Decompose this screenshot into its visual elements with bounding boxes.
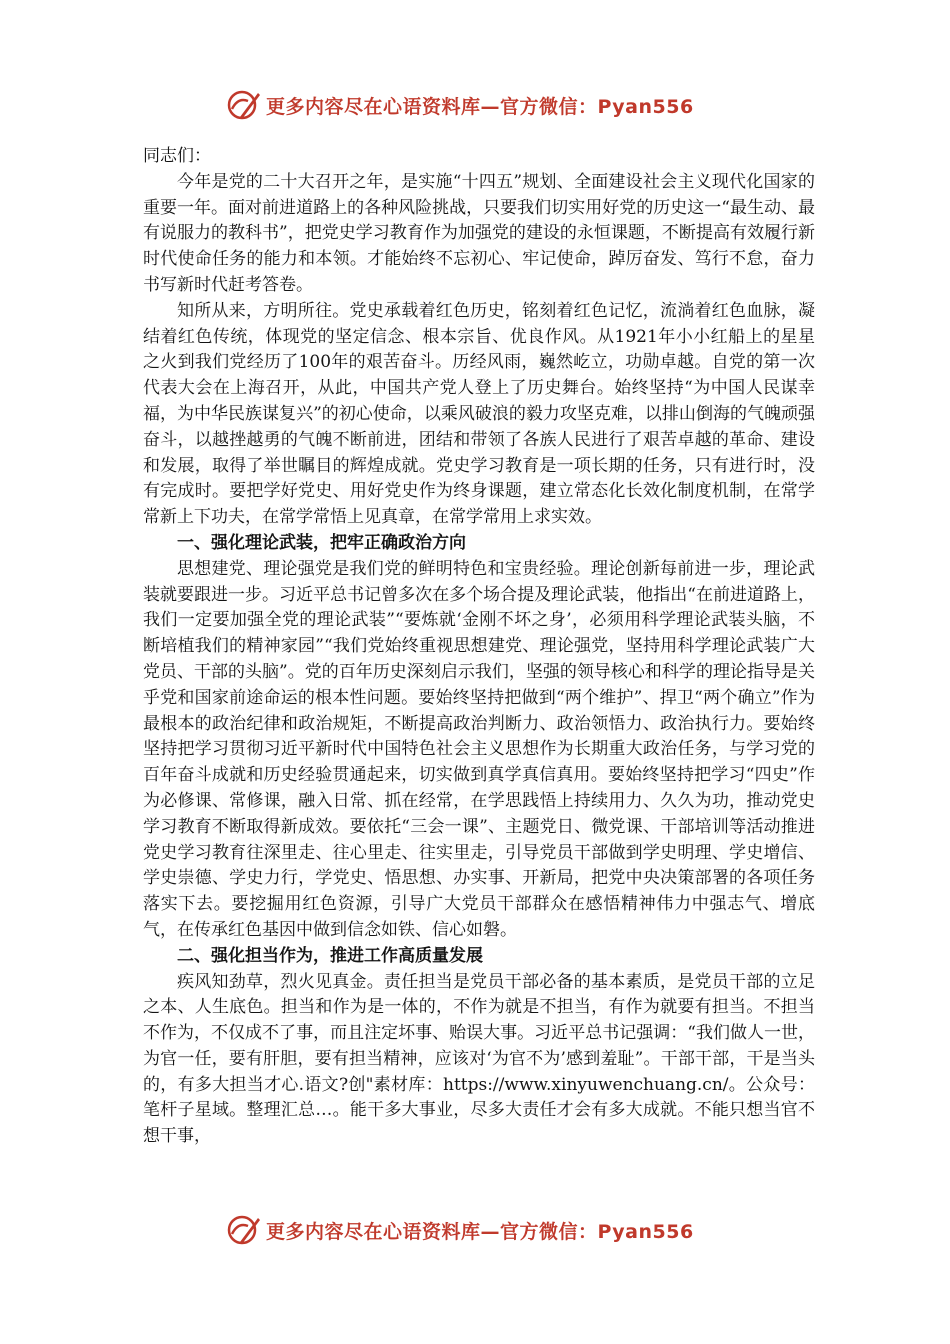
footer-banner [226, 1210, 694, 1250]
paragraph: 思想建党、理论强党是我们党的鲜明特色和宝贵经验。理论创新每前进一步，理论武装就要跟进一步。习近平总书记曾多次在多个场合提及理论武装，他指出“在前进道路上，我们一定要加强全党的理论武装”“要炼就‘金刚不坏之身’，必须用科学理论武装头脑，不断培植我们的精神家园”“我们党始终重视思想建党、理论强党，坚持用科学理论武装广大党员、干部的头脑”。党的百年历史深刻启示我们，坚强的领导核心和科学的理论指导是关乎党和国家前途命运的根本性问题。要始终坚持把做到“两个维护”、捍卫“两个确立”作为最根本的政治纪律和政治规矩，不断提高政治判断力、政治领悟力、政治执行力。要始终坚持把学习贯彻习近平新时代中国特色社会主义思想作为长期重大政治任务，与学习党的百年奋斗成就和历史经验贯通起来，切实做到真学真信真用。要始终坚持把学习“四史”作为必修课、常修课，融入日常、抓在经常，在学思践悟上持续用力、久久为功，推动党史学习教育不断取得新成效。要依托“三会一课”、主题党日、微党课、干部培训等活动推进党史学习教育往深里走、往心里走、往实里走，引导党员干部做到学史明理、学史增信、学史崇德、学史力行，学党史、悟思想、办实事、开新局，把党中央决策部署的各项任务落实下去。要挖掘用红色资源，引导广大党员干部群众在感悟精神伟力中强志气、增底气，在传承红色基因中做到信念如铁、信心如磐。 [143, 558, 815, 940]
paragraph: 疾风知劲草，烈火见真金。责任担当是党员干部必备的基本素质，是党员干部的立足之本、人生底色。担当和作为是一体的，不作为就是不担当，有作为就要有担当。不担当不作为，不仅成不了事，而且注定坏事、贻误大事。习近平总书记强调：“我们做人一世，为官一任，要有肝胆，要有担当精神，应该对‘为官不为’感到羞耻”。干部干部，干是当头的，有多大担当才心.语文?创"素材库：https://www.xinyuwenchuang.cn/。公众号：笔杆子星域。整理汇总…。能干多大事业，尽多大责任才会有多大成就。不能只想当官不想干事， [143, 971, 815, 1147]
paragraph: 知所从来，方明所往。党史承载着红色历史，铭刻着红色记忆，流淌着红色血脉，凝结着红色传统，体现党的坚定信念、根本宗旨、优良作风。从1921年小小红船上的星星之火到我们党经历了100年的艰苦奋斗。历经风雨，巍然屹立，功勋卓越。自党的第一次代表大会在上海召开，从此，中国共产党人登上了历史舞台。始终坚持“为中国人民谋幸福，为中华民族谋复兴”的初心使命，以乘风破浪的毅力攻坚克难，以排山倒海的气魄顽强奋斗，以越挫越勇的气魄不断前进，团结和带领了各族人民进行了艰苦卓越的革命、建设和发展，取得了举世瞩目的辉煌成就。党史学习教育是一项长期的任务，只有进行时，没有完成时。要把学好党史、用好党史作为终身课题，建立常态化长效化制度机制，在常学常新上下功夫，在常学常悟上见真章，在常学常用上求实效。 [143, 300, 815, 528]
header-banner-text: 更多内容尽在心语资料库—官方微信：Pyan556 [266, 95, 694, 118]
document-body [143, 144, 815, 1150]
footer-banner-text: 更多内容尽在心语资料库—官方微信：Pyan556 [266, 1220, 694, 1243]
section-heading: 二、强化担当作为，推进工作高质量发展 [177, 945, 483, 966]
salutation: 同志们： [143, 146, 211, 166]
paragraph: 今年是党的二十大召开之年，是实施“十四五”规划、全面建设社会主义现代化国家的重要一年。面对前进道路上的各种风险挑战，只要我们切实用好党的历史这一“最生动、最有说服力的教科书”，把党史学习教育作为加强党的建设的永恒课题，不断提高有效履行新时代使命任务的能力和本领。才能始终不忘初心、牢记使命，踔厉奋发、笃行不怠，奋力书写新时代赶考答卷。 [143, 171, 815, 295]
pen-logo-icon [226, 87, 262, 123]
header-banner [226, 85, 694, 125]
section-heading: 一、强化理论武装，把牢正确政治方向 [177, 532, 466, 553]
pen-logo-icon [226, 1212, 262, 1248]
